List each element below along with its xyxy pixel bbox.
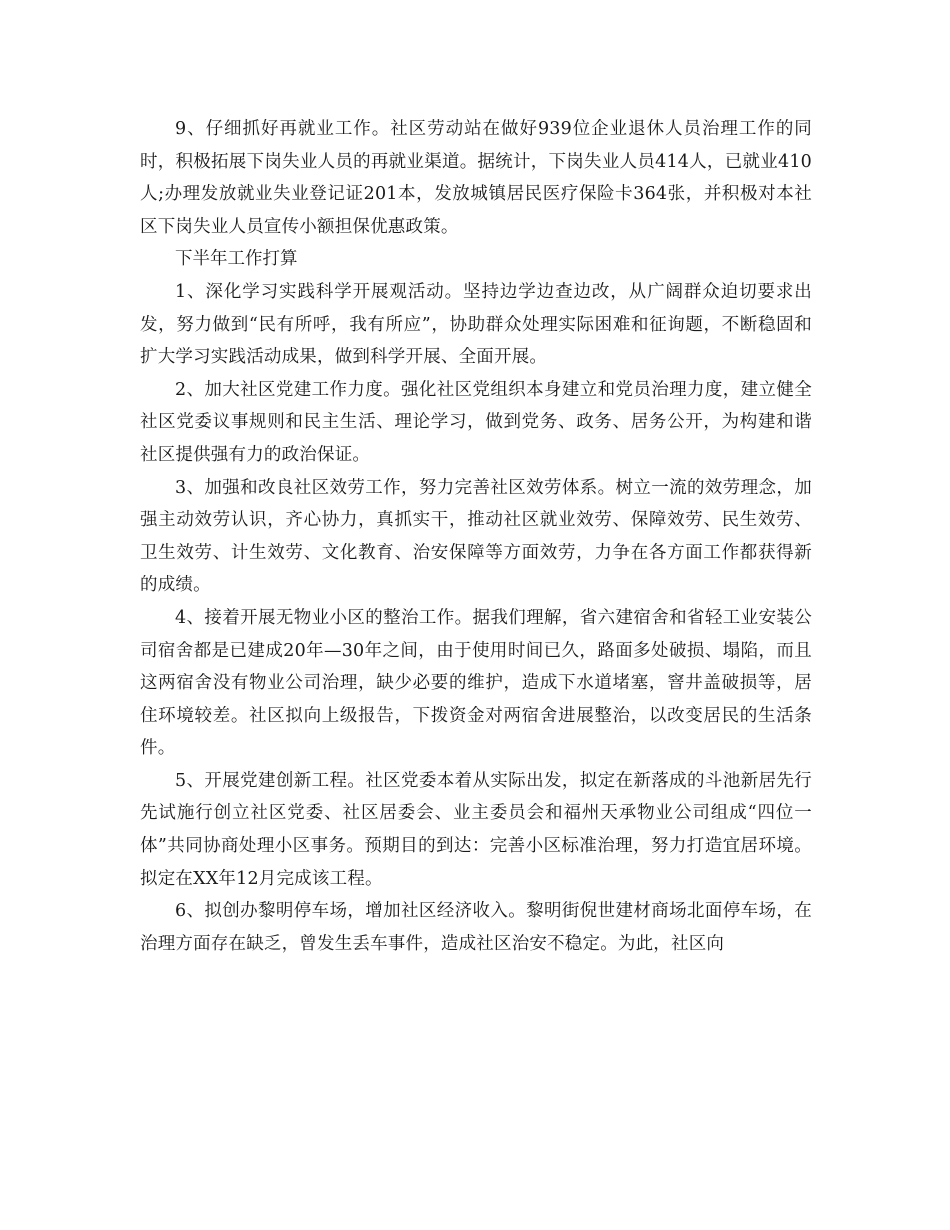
- paragraph-item-6: 6、拟创办黎明停车场，增加社区经济收入。黎明街倪世建材商场北面停车场，在治理方面存在缺乏，曾发生丢车事件，造成社区治安不稳定。为此，社区向: [140, 901, 812, 954]
- paragraph-item-5: 5、开展党建创新工程。社区党委本着从实际出发，拟定在新落成的斗池新居先行先试施行创立社区党委、社区居委会、业主委员会和福州天承物业公司组成“四位一体”共同协商处理小区事务。预期目的到达：完善小区标准治理，努力打造宜居环境。拟定在XX年12月完成该工程。: [140, 770, 812, 889]
- paragraph-item-3: 3、加强和改良社区效劳工作，努力完善社区效劳体系。树立一流的效劳理念，加强主动效劳认识，齐心协力，真抓实干，推动社区就业效劳、保障效劳、民生效劳、卫生效劳、计生效劳、文化教育、治安保障等方面效劳，力争在各方面工作都获得新的成绩。: [140, 477, 812, 596]
- paragraph-item-2: 2、加大社区党建工作力度。强化社区党组织本身建立和党员治理力度，建立健全社区党委议事规则和民主生活、理论学习，做到党务、政务、居务公开，为构建和谐社区提供强有力的政治保证。: [140, 379, 812, 465]
- paragraph-item-1: 1、深化学习实践科学开展观活动。坚持边学边查边改，从广阔群众迫切要求出发，努力做到“民有所呼，我有所应”，协助群众处理实际困难和征询题，不断稳固和扩大学习实践活动成果，做到科学开展、全面开展。: [140, 281, 812, 368]
- paragraph-item-4: 4、接着开展无物业小区的整治工作。据我们理解，省六建宿舍和省轻工业安装公司宿舍都是已建成20年—30年之间，由于使用时间已久，路面多处破损、塌陷，而且这两宿舍没有物业公司治理，缺少必要的维护，造成下水道堵塞，窨井盖破损等，居住环境较差。社区拟向上级报告，下拨资金对两宿舍进展整治，以改变居民的生活条件。: [140, 607, 812, 759]
- paragraph-reemployment: 9、仔细抓好再就业工作。社区劳动站在做好939位企业退休人员治理工作的同时，积极拓展下岗失业人员的再就业渠道。据统计，下岗失业人员414人，已就业410人;办理发放就业失业登记证201本，发放城镇居民医疗保险卡364张，并积极对本社区下岗失业人员宣传小额担保优惠政策。: [140, 119, 812, 237]
- section-heading-plan: 下半年工作打算: [175, 249, 298, 270]
- document-body: [140, 113, 812, 960]
